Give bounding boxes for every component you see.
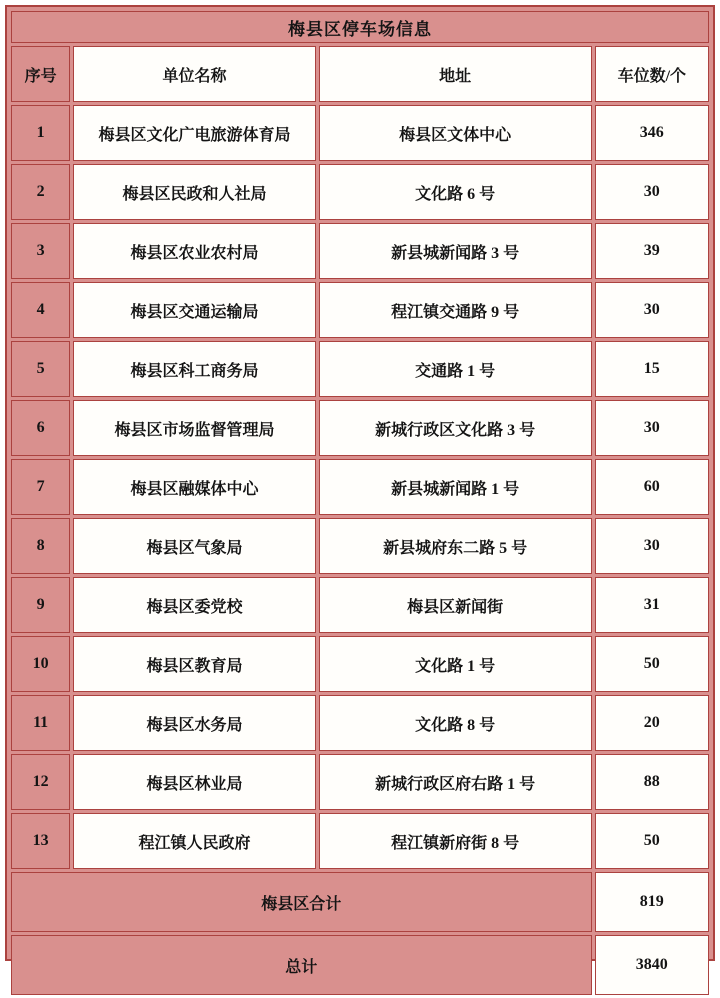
row-number: 13	[11, 813, 70, 869]
row-number: 12	[11, 754, 70, 810]
address-cell: 新县城新闻路 3 号	[319, 223, 592, 279]
table-row	[11, 695, 709, 751]
address-cell: 新县城新闻路 1 号	[319, 459, 592, 515]
address-cell: 梅县区文体中心	[319, 105, 592, 161]
table-row	[11, 636, 709, 692]
table-title: 梅县区停车场信息	[11, 11, 709, 43]
address-cell: 文化路 6 号	[319, 164, 592, 220]
table-row	[11, 935, 709, 995]
table-row	[11, 223, 709, 279]
count-cell: 50	[595, 636, 709, 692]
unit-name-cell: 梅县区委党校	[73, 577, 316, 633]
row-number: 1	[11, 105, 70, 161]
row-number: 11	[11, 695, 70, 751]
unit-name-cell: 梅县区林业局	[73, 754, 316, 810]
row-number: 4	[11, 282, 70, 338]
unit-name-cell: 梅县区科工商务局	[73, 341, 316, 397]
count-cell: 30	[595, 282, 709, 338]
unit-name-cell: 梅县区教育局	[73, 636, 316, 692]
column-header-addr: 地址	[319, 46, 592, 102]
row-number: 2	[11, 164, 70, 220]
parking-table-frame	[5, 5, 715, 976]
table-row	[11, 459, 709, 515]
unit-name-cell: 梅县区融媒体中心	[73, 459, 316, 515]
count-cell: 60	[595, 459, 709, 515]
address-cell: 新县城府东二路 5 号	[319, 518, 592, 574]
unit-name-cell: 梅县区民政和人社局	[73, 164, 316, 220]
row-number: 9	[11, 577, 70, 633]
unit-name-cell: 程江镇人民政府	[73, 813, 316, 869]
table-row	[11, 518, 709, 574]
count-cell: 50	[595, 813, 709, 869]
grand-total-count: 3840	[595, 935, 709, 995]
count-cell: 20	[595, 695, 709, 751]
count-cell: 88	[595, 754, 709, 810]
address-cell: 梅县区新闻街	[319, 577, 592, 633]
count-cell: 15	[595, 341, 709, 397]
table-row	[11, 754, 709, 810]
address-cell: 文化路 1 号	[319, 636, 592, 692]
count-cell: 30	[595, 518, 709, 574]
table-row	[11, 164, 709, 220]
address-cell: 程江镇新府街 8 号	[319, 813, 592, 869]
unit-name-cell: 梅县区气象局	[73, 518, 316, 574]
table-row	[11, 11, 709, 43]
address-cell: 新城行政区府右路 1 号	[319, 754, 592, 810]
address-cell: 文化路 8 号	[319, 695, 592, 751]
district-total-label: 梅县区合计	[11, 872, 592, 932]
address-cell: 交通路 1 号	[319, 341, 592, 397]
table-row	[11, 341, 709, 397]
table-row	[11, 813, 709, 869]
table-row	[11, 282, 709, 338]
row-number: 10	[11, 636, 70, 692]
column-header-name: 单位名称	[73, 46, 316, 102]
table-row	[11, 400, 709, 456]
unit-name-cell: 梅县区市场监督管理局	[73, 400, 316, 456]
row-number: 7	[11, 459, 70, 515]
row-number: 6	[11, 400, 70, 456]
table-row	[11, 577, 709, 633]
address-cell: 程江镇交通路 9 号	[319, 282, 592, 338]
row-number: 5	[11, 341, 70, 397]
count-cell: 31	[595, 577, 709, 633]
count-cell: 346	[595, 105, 709, 161]
row-number: 3	[11, 223, 70, 279]
table-row	[11, 105, 709, 161]
parking-table	[8, 8, 712, 998]
count-cell: 39	[595, 223, 709, 279]
grand-total-label: 总计	[11, 935, 592, 995]
column-header-count: 车位数/个	[595, 46, 709, 102]
unit-name-cell: 梅县区文化广电旅游体育局	[73, 105, 316, 161]
address-cell: 新城行政区文化路 3 号	[319, 400, 592, 456]
unit-name-cell: 梅县区交通运输局	[73, 282, 316, 338]
table-row	[11, 46, 709, 102]
count-cell: 30	[595, 400, 709, 456]
row-number: 8	[11, 518, 70, 574]
table-row	[11, 872, 709, 932]
unit-name-cell: 梅县区农业农村局	[73, 223, 316, 279]
count-cell: 30	[595, 164, 709, 220]
column-header-no: 序号	[11, 46, 70, 102]
unit-name-cell: 梅县区水务局	[73, 695, 316, 751]
district-total-count: 819	[595, 872, 709, 932]
